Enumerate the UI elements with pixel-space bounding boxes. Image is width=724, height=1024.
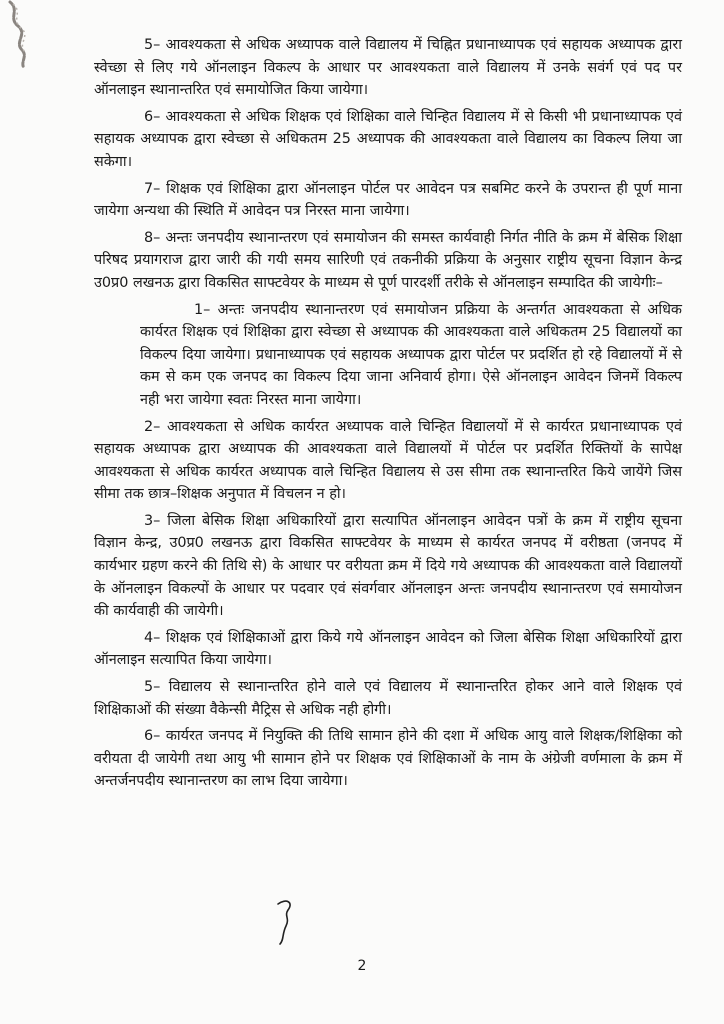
- paragraph-8: 8– अन्तः जनपदीय स्थानान्तरण एवं समायोजन की समस्त कार्यवाही निर्गत नीति के क्रम में बेसिक शिक्षा परिषद प्रयागराज द्वारा जारी की गयी समय सारिणी एवं तकनीकी प्रक्रिया के अनुसार राष्ट्रीय सूचना विज्ञान केन्द्र उ0प्र0 लखनऊ द्वारा विकसित साफ्टवेयर के माध्यम से पूर्ण पारदर्शी तरीके से ऑनलाइन सम्पादित की जायेगीः–: [94, 229, 682, 291]
- sub-paragraph-6: 6– कार्यरत जनपद में नियुक्ति की तिथि सामान होने की दशा में अधिक आयु वाले शिक्षक/शिक्षिका को वरीयता दी जायेगी तथा आयु भी सामान होने पर शिक्षक एवं शिक्षिकाओं के नाम के अंग्रेजी वर्णमाला के क्रम में अन्तर्जनपदीय स्थानान्तरण का लाभ दिया जायेगा।: [94, 728, 682, 790]
- sub-paragraph-5: 5– विद्यालय से स्थानान्तरित होने वाले एवं विद्यालय में स्थानान्तरित होकर आने वाले शिक्षक एवं शिक्षिकाओं की संख्या वैकेन्सी मैट्रिस से अधिक नही होगी।: [94, 679, 682, 718]
- sub-paragraph-4: 4– शिक्षक एवं शिक्षिकाओं द्वारा किये गये ऑनलाइन आवेदन को जिला बेसिक शिक्षा अधिकारियों द्वारा ऑनलाइन सत्यापित किया जायेगा।: [94, 629, 682, 669]
- binding-string-icon: [4, 0, 32, 70]
- page-number: 2: [357, 958, 367, 974]
- paragraph-6: 6– आवश्यकता से अधिक शिक्षक एवं शिक्षिका वाले चिन्हित विद्यालय में से किसी भी प्रधानाध्यापक एवं सहायक अध्यापक द्वारा स्वेच्छा से अधिकतम 25 अध्यापक की आवश्यकता वाले विद्यालय का विकल्प लिया जा सकेगा।: [94, 108, 682, 170]
- document-body: [94, 34, 682, 797]
- sub-paragraph-2: 2– आवश्यकता से अधिक कार्यरत अध्यापक वाले चिन्हित विद्यालयों में से कार्यरत प्रधानाध्यापक एवं सहायक अध्यापक द्वारा अध्यापक की आवश्यकता वाले विद्यालयों में पोर्टल पर प्रदर्शित रिक्तियों के सापेक्ष आवश्यकता से अधिक कार्यरत अध्यापक वाले चिन्हित विद्यालय से उस सीमा तक स्थानान्तरित किये जायेंगे जिस सीमा तक छात्र–शिक्षक अनुपात में विचलन न हो।: [94, 418, 682, 503]
- signature-initial-icon: [272, 896, 302, 946]
- paragraph-5: 5– आवश्यकता से अधिक अध्यापक वाले विद्यालय में चिह्नित प्रधानाध्यापक एवं सहायक अध्यापक द्वारा स्वेच्छा से लिए गये ऑनलाइन विकल्प के आधार पर आवश्यकता वाले विद्यालय में उनके सवंर्ग एवं पद पर ऑनलाइन स्थानान्तरित एवं समायोजित किया जायेगा।: [94, 37, 682, 99]
- sub-paragraph-3: 3– जिला बेसिक शिक्षा अधिकारियों द्वारा सत्यापित ऑनलाइन आवेदन पत्रों के क्रम में राष्ट्रीय सूचना विज्ञान केन्द्र, उ0प्र0 लखनऊ द्वारा विकसित साफ्टवेयर के माध्यम से कार्यरत जनपद में वरीष्ठता (जनपद में कार्यभार ग्रहण करने की तिथि से) के आधार पर वरीयता क्रम में दिये गये अध्यापक की आवश्यकता वाले विद्यालयों के ऑनलाइन विकल्पों के आधार पर पदवार एवं संवर्गवार ऑनलाइन अन्तः जनपदीय स्थानान्तरण एवं समायोजन की कार्यवाही की जायेगी।: [94, 512, 682, 620]
- paragraph-7: 7– शिक्षक एवं शिक्षिका द्वारा ऑनलाइन पोर्टल पर आवेदन पत्र सबमिट करने के उपरान्त ही पूर्ण माना जायेगा अन्यथा की स्थिति में आवेदन पत्र निरस्त माना जायेगा।: [94, 180, 682, 220]
- sub-paragraph-1: 1– अन्तः जनपदीय स्थानान्तरण एवं समायोजन प्रक्रिया के अन्तर्गत आवश्यकता से अधिक कार्यरत शिक्षक एवं शिक्षिका द्वारा स्वेच्छा से अध्यापक की आवश्यकता वाले अधिकतम 25 विद्यालयों का विकल्प दिया जायेगा। प्रधानाध्यापक एवं सहायक अध्यापक द्वारा पोर्टल पर प्रदर्शित हो रहे विद्यालयों में से कम से कम एक जनपद का विकल्प दिया जाना अनिवार्य होगा। ऐसे ऑनलाइन आवेदन जिनमें विकल्प नही भरा जायेगा स्वतः निरस्त माना जायेगा।: [140, 301, 682, 408]
